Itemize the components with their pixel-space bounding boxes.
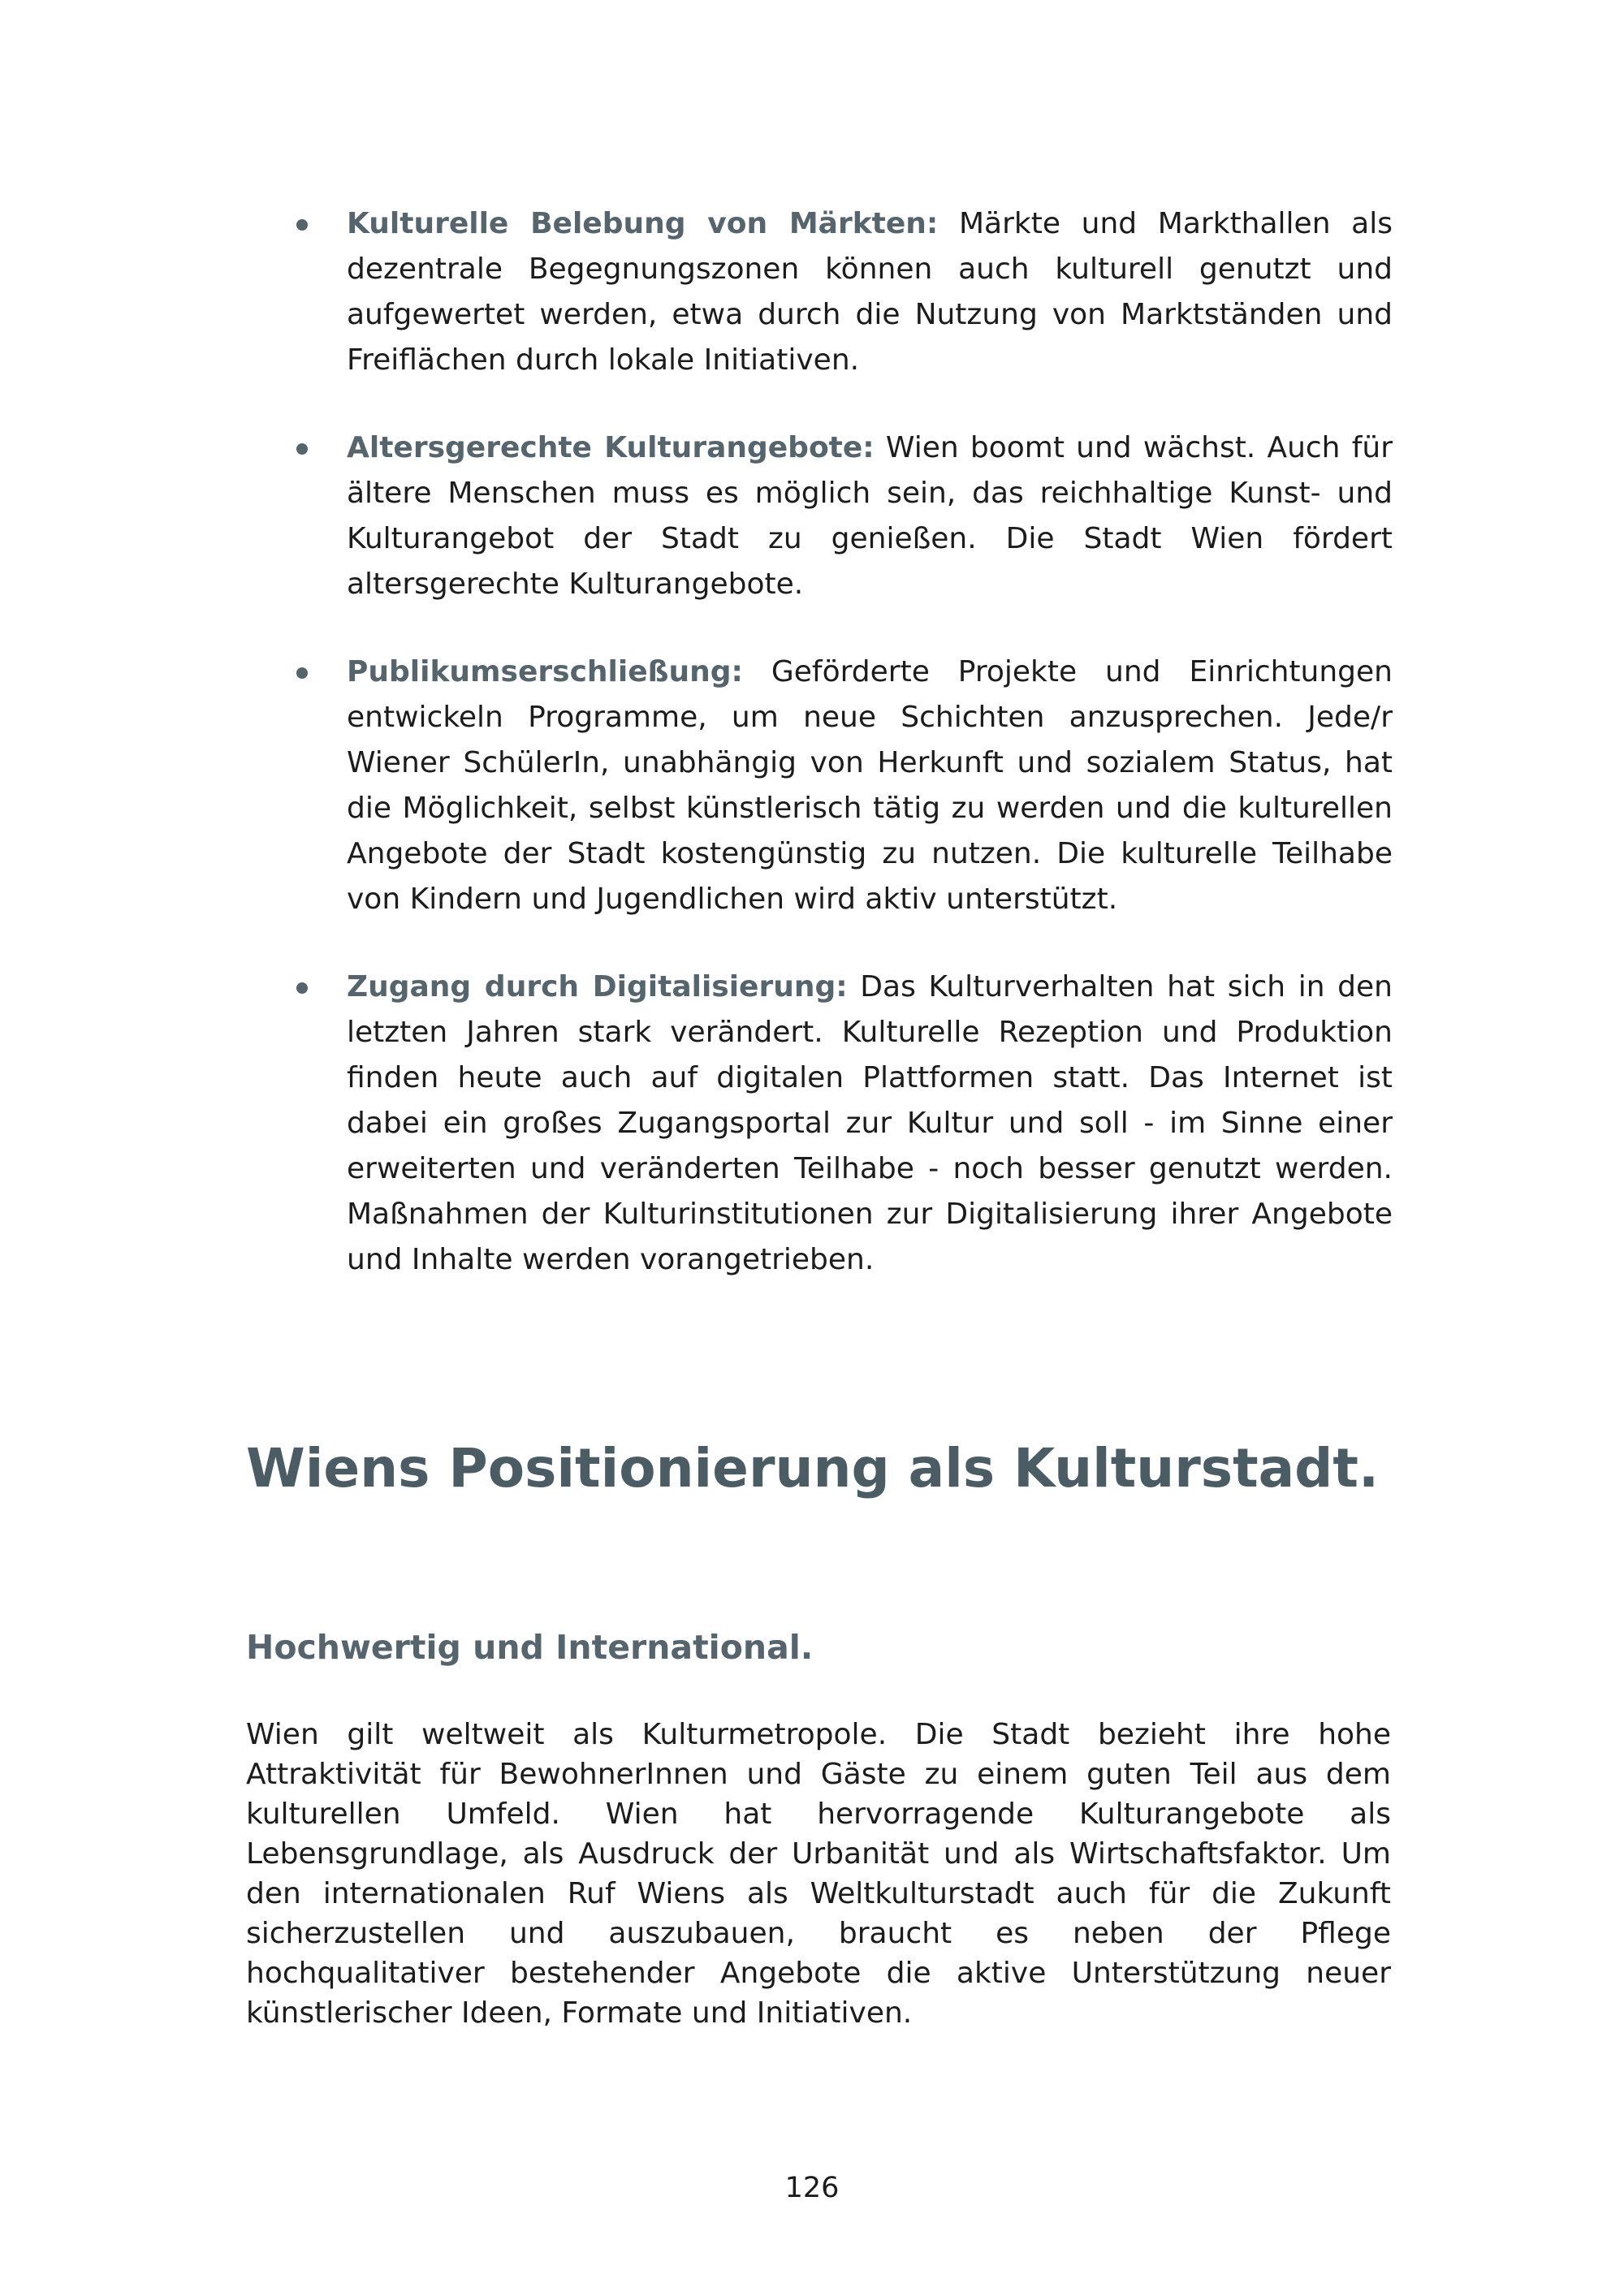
bullet-term: Publikumserschließung: xyxy=(347,655,743,688)
bullet-list xyxy=(288,201,1393,1325)
bullet-text: Geförderte Projekte und Einrichtungen entwickeln Programme, um neue Schichten anzusprechen. Jede/r Wiener SchülerIn, unabhängig von Herkunft und sozialem Status, hat die Möglichkeit, selbst künstlerisch tätig zu werden und die kulturellen Angebote der Stadt kostengünstig zu nutzen. Die kulturelle Teilhabe von Kindern und Jugendlichen wird aktiv unterstützt. xyxy=(347,655,1393,916)
bullet-text: Märkte und Markthallen als dezentrale Begegnungszonen können auch kulturell genutzt und aufgewertet werden, etwa durch die Nutzung von Marktständen und Freiflächen durch lokale Initiativen. xyxy=(347,207,1393,377)
bullet-dot-icon xyxy=(296,982,308,994)
page-number: 126 xyxy=(784,2172,840,2204)
bullet-term: Kulturelle Belebung von Märkten: xyxy=(347,207,939,240)
bullet-dot-icon xyxy=(296,667,308,679)
bullet-dot-icon xyxy=(296,443,308,455)
bullet-term: Altersgerechte Kulturangebote: xyxy=(347,431,875,464)
bullet-item-digitalisierung xyxy=(288,965,1393,1283)
bullet-item-publikum xyxy=(288,650,1393,922)
bullet-term: Zugang durch Digitalisierung: xyxy=(347,970,848,1003)
bullet-dot-icon xyxy=(296,219,308,231)
section-title: Wiens Positionierung als Kulturstadt. xyxy=(246,1437,1380,1500)
subsection-title: Hochwertig und International. xyxy=(246,1628,814,1667)
body-paragraph: Wien gilt weltweit als Kulturmetropole. Die Stadt bezieht ihre hohe Attraktivität für BewohnerInnen und Gäste zu einem guten Teil aus dem kulturellen Umfeld. Wien hat hervorragende Kulturangebote als Lebensgrundlage, als Ausdruck der Urbanität und als Wirtschaftsfaktor. Um den internationalen Ruf Wiens als Weltkulturstadt auch für die Zukunft sicherzustellen und auszubauen, braucht es neben der Pflege hochqualitativer bestehender Angebote die aktive Unterstützung neuer künstlerischer Ideen, Formate und Initiativen. xyxy=(246,1718,1391,2030)
bullet-text: Wien boomt und wächst. Auch für ältere Menschen muss es möglich sein, das reichhaltige Kunst- und Kulturangebot der Stadt zu genießen. Die Stadt Wien fördert altersgerechte Kulturangebote. xyxy=(347,431,1393,601)
bullet-text: Das Kulturverhalten hat sich in den letzten Jahren stark verändert. Kulturelle Rezeption und Produktion finden heute auch auf digitalen Plattformen statt. Das Internet ist dabei ein großes Zugangsportal zur Kultur und soll - im Sinne einer erweiterten und veränderten Teilhabe - noch besser genutzt werden. Maßnahmen der Kulturinstitutionen zur Digitalisierung ihrer Angebote und Inhalte werden vorangetrieben. xyxy=(347,970,1393,1276)
bullet-item-maerkte xyxy=(288,201,1393,383)
bullet-item-altersgerecht xyxy=(288,425,1393,607)
